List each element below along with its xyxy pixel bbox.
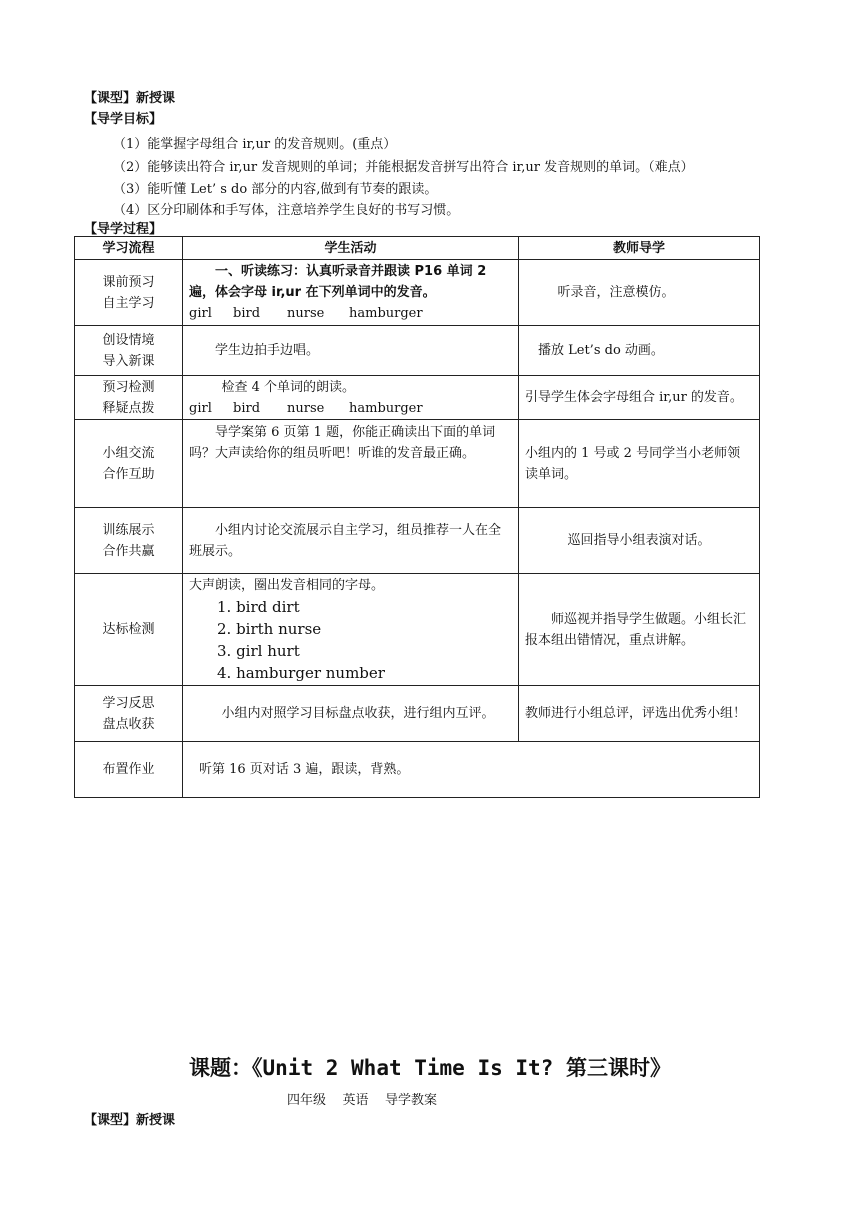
list-item: 3. girl hurt (217, 642, 300, 660)
lesson-type-label: 【课型】新授课 (84, 91, 176, 106)
goal-1: （1）能掌握字母组合 ir,ur 的发音规则。(重点） (113, 137, 397, 152)
word: bird (233, 400, 261, 416)
word: girl (189, 400, 212, 416)
stage-cell (75, 326, 183, 376)
stage-cell (75, 508, 183, 574)
stage-line: 小组交流 (102, 445, 155, 461)
goal-4: （4）区分印刷体和手写体，注意培养学生良好的书写习惯。 (113, 203, 460, 218)
teacher-cell: 教师进行小组总评，评选出优秀小组！ (519, 686, 760, 742)
stage-cell (75, 574, 183, 686)
stage-line: 合作共赢 (102, 543, 155, 559)
word: girl (189, 306, 212, 321)
lesson-subtitle: 四年级 英语 导学教案 (287, 1093, 438, 1108)
word: bird (233, 306, 261, 321)
teacher-cell: 听录音，注意模仿。 (519, 260, 760, 326)
word: nurse (287, 400, 325, 416)
student-cell: 小组内对照学习目标盘点收获，进行组内互评。 (183, 686, 519, 742)
word-list (189, 398, 512, 419)
word: nurse (287, 306, 325, 321)
list-item: 1. bird dirt (217, 598, 300, 616)
process-label: 【导学过程】 (84, 222, 163, 237)
stage-line: 导入新课 (102, 353, 155, 369)
teacher-cell: 引导学生体会字母组合 ir,ur 的发音。 (519, 376, 760, 420)
word: hamburger (349, 306, 423, 321)
stage-line: 盘点收获 (102, 716, 155, 732)
student-cell: 小组内讨论交流展示自主学习，组员推荐一人在全班展示。 (183, 508, 519, 574)
stage-cell (75, 420, 183, 508)
stage-line: 创设情境 (102, 332, 155, 348)
stage-line: 布置作业 (102, 762, 155, 777)
table-row (75, 376, 760, 420)
teacher-cell: 巡回指导小组表演对话。 (519, 508, 760, 574)
student-cell (183, 376, 519, 420)
stage-line: 达标检测 (102, 622, 155, 637)
header-stage: 学习流程 (75, 237, 183, 260)
table-row (75, 260, 760, 326)
student-cell (183, 574, 519, 686)
student-cell: 听第 16 页对话 3 遍，跟读，背熟。 (183, 742, 760, 798)
teacher-cell: 师巡视并指导学生做题。小组长汇报本组出错情况，重点讲解。 (519, 574, 760, 686)
lesson-type-label-2: 【课型】新授课 (84, 1113, 176, 1128)
student-activity: 检查 4 个单词的朗读。 (221, 379, 356, 395)
stage-line: 学习反思 (102, 695, 155, 711)
stage-cell (75, 260, 183, 326)
stage-cell (75, 376, 183, 420)
student-cell (183, 260, 519, 326)
table-row (75, 326, 760, 376)
stage-cell (75, 686, 183, 742)
teacher-cell: 播放 Let’s do 动画。 (519, 326, 760, 376)
teacher-cell: 小组内的 1 号或 2 号同学当小老师领读单词。 (519, 420, 760, 508)
goal-2: （2）能够读出符合 ir,ur 发音规则的单词；并能根据发音拼写出符合 ir,ur 发音规则的单词。（难点） (113, 160, 694, 175)
stage-line: 训练展示 (102, 522, 155, 538)
student-activity: 一、听读练习：认真听录音并跟读 P16 单词 2 遍，体会字母 ir,ur 在下列单词中的发音。 (189, 264, 487, 300)
student-cell: 学生边拍手边唱。 (183, 326, 519, 376)
table-header-row (75, 237, 760, 260)
process-table (74, 236, 760, 798)
student-activity: 大声朗读，圈出发音相同的字母。 (189, 578, 385, 593)
stage-line: 课前预习 (102, 274, 155, 290)
word-list (189, 303, 512, 324)
list-item: 2. birth nurse (217, 620, 322, 638)
stage-line: 合作互助 (102, 466, 155, 482)
goals-label: 【导学目标】 (84, 112, 163, 127)
student-cell: 导学案第 6 页第 1 题，你能正确读出下面的单词吗？大声读给你的组员听吧！听谁的发音最正确。 (183, 420, 519, 508)
word: hamburger (349, 400, 423, 416)
table-row (75, 686, 760, 742)
stage-line: 预习检测 (102, 379, 155, 395)
table-row (75, 420, 760, 508)
header-student: 学生活动 (183, 237, 519, 260)
table-row (75, 508, 760, 574)
goal-3: （3）能听懂 Let’ s do 部分的内容,做到有节奏的跟读。 (113, 182, 438, 197)
table-row (75, 574, 760, 686)
header-teacher: 教师导学 (519, 237, 760, 260)
lesson-title: 课题：《Unit 2 What Time Is It? 第三课时》 (189, 1056, 671, 1080)
stage-line: 释疑点拨 (102, 400, 155, 416)
exercise-list (189, 596, 512, 684)
table-row (75, 742, 760, 798)
list-item: 4. hamburger number (217, 664, 385, 682)
stage-cell (75, 742, 183, 798)
stage-line: 自主学习 (102, 295, 155, 311)
